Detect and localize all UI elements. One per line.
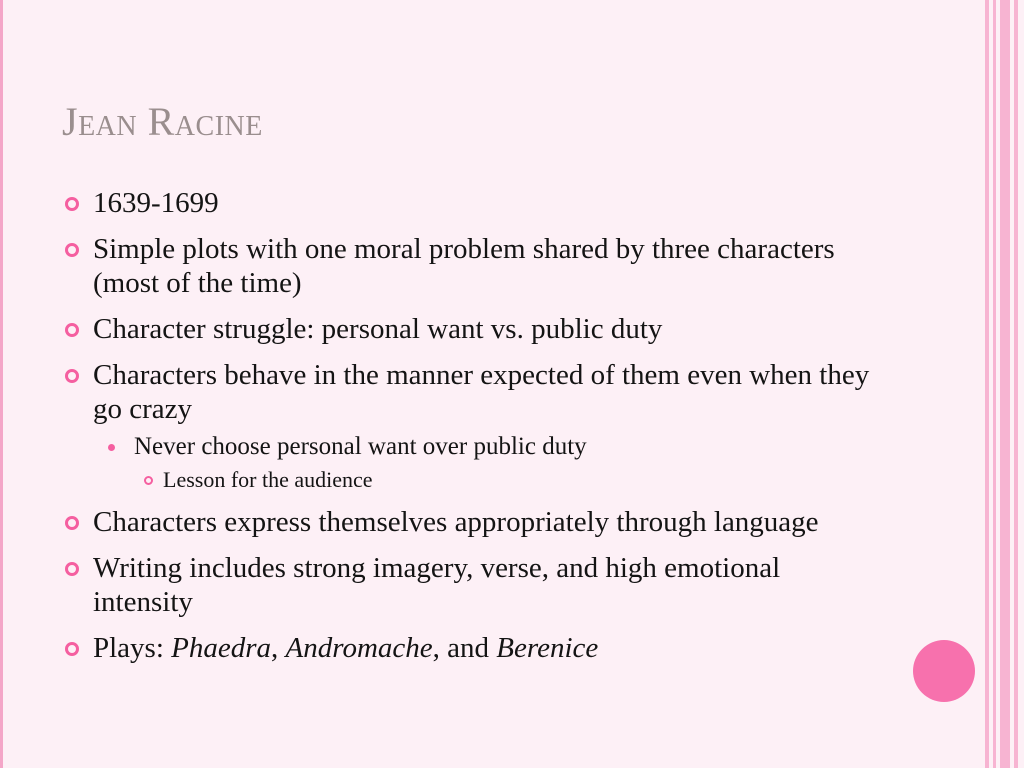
- bullet-item: [62, 358, 882, 426]
- sub-bullet-text: Never choose personal want over public duty: [134, 433, 587, 460]
- hollow-circle-icon: [65, 642, 79, 656]
- hollow-circle-icon: [65, 562, 79, 576]
- decor-stripe: [985, 0, 989, 768]
- bullet-list: [62, 186, 882, 677]
- bullet-item: [62, 232, 882, 300]
- play-title: Berenice: [496, 632, 599, 664]
- separator: ,: [271, 632, 286, 664]
- play-title: Phaedra: [171, 632, 272, 664]
- bullet-text: Simple plots with one moral problem shared by three characters (most of the time): [93, 233, 835, 299]
- sub-sub-bullet-text: Lesson for the audience: [163, 467, 373, 492]
- decor-stripe: [993, 0, 996, 768]
- bullet-item: [62, 505, 882, 539]
- hollow-circle-icon: [65, 243, 79, 257]
- bullet-item-plays: [62, 631, 882, 665]
- hollow-circle-icon: [65, 197, 79, 211]
- plays-prefix: Plays:: [93, 632, 172, 664]
- filled-dot-icon: [108, 444, 115, 451]
- hollow-circle-icon: [65, 516, 79, 530]
- bullet-text: Character struggle: personal want vs. public duty: [93, 313, 663, 345]
- hollow-circle-icon: [65, 323, 79, 337]
- bullet-text: Characters express themselves appropriately through language: [93, 506, 819, 538]
- bullet-text: Characters behave in the manner expected of them even when they go crazy: [93, 359, 870, 425]
- decor-stripe: [1000, 0, 1010, 768]
- bullet-item: [62, 186, 882, 220]
- bullet-text: 1639-1699: [93, 187, 219, 219]
- play-title: Andromache: [285, 632, 433, 664]
- sub-bullet-item: [104, 432, 882, 462]
- slide-title: Jean Racine: [62, 99, 263, 144]
- slide-left-border: [0, 0, 3, 768]
- bullet-item: [62, 312, 882, 346]
- decor-stripe: [1014, 0, 1018, 768]
- separator: , and: [432, 632, 497, 664]
- bullet-item: [62, 551, 882, 619]
- hollow-circle-icon: [65, 369, 79, 383]
- bullet-text: Writing includes strong imagery, verse, and high emotional intensity: [93, 552, 781, 618]
- sub-sub-bullet-item: [141, 466, 882, 493]
- hollow-circle-icon: [144, 476, 153, 485]
- pink-circle-icon: [913, 640, 975, 702]
